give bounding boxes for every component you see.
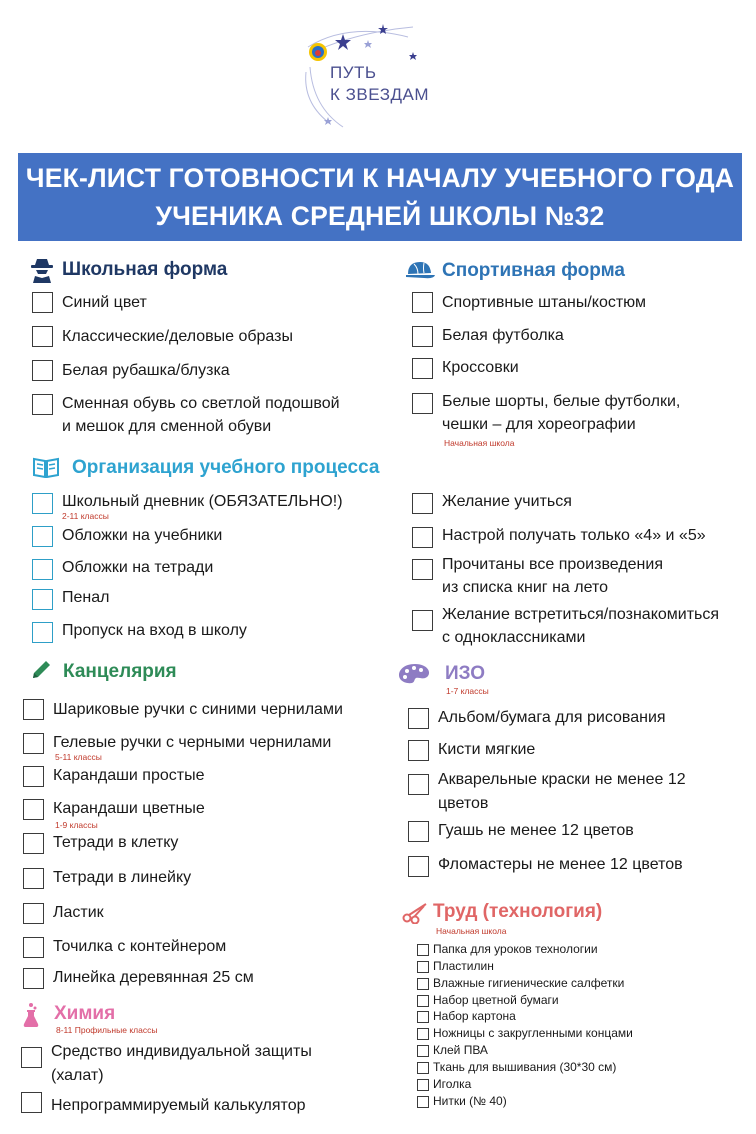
item-sport-pants: Спортивные штаны/костюм: [442, 294, 646, 311]
note-trud: Начальная школа: [436, 926, 507, 936]
cap-icon: [404, 260, 436, 280]
checkbox-izo-brushes[interactable]: [408, 740, 429, 761]
checkbox-trud-scissors[interactable]: [417, 1028, 429, 1040]
detective-icon: [30, 257, 54, 283]
book-icon: [32, 456, 60, 478]
checkbox-org-mindset[interactable]: [412, 527, 433, 548]
checkbox-trud-wipes[interactable]: [417, 978, 429, 990]
checkbox-sport-tshirt[interactable]: [412, 326, 433, 347]
checkbox-org-pass[interactable]: [32, 622, 53, 643]
item-stat-gel: Гелевые ручки с черными чернилами: [53, 734, 332, 751]
item-trud-scissors: Ножницы с закругленными концами: [433, 1026, 633, 1040]
checkbox-trud-cardboard[interactable]: [417, 1011, 429, 1023]
page-title-line-2: УЧЕНИКА СРЕДНЕЙ ШКОЛЫ №32: [155, 201, 605, 231]
checkbox-stat-color-pencils[interactable]: [23, 799, 44, 820]
checkbox-sport-shorts[interactable]: [412, 393, 433, 414]
item-org-textbook-covers: Обложки на учебники: [62, 527, 223, 544]
checkbox-uniform-classic[interactable]: [32, 326, 53, 347]
section-title-org: Организация учебного процесса: [72, 457, 380, 478]
item-chem-ppe-line2: (халат): [51, 1067, 104, 1084]
section-title-chem: Химия: [54, 1003, 116, 1024]
logo-line-2: К ЗВЕЗДАМ: [330, 85, 429, 104]
checkbox-chem-ppe[interactable]: [21, 1047, 42, 1068]
item-stat-eraser: Ластик: [53, 904, 104, 921]
checkbox-trud-plasticine[interactable]: [417, 961, 429, 973]
note-stat-color-pencils: 1-9 классы: [55, 820, 98, 830]
item-stat-ruler: Линейка деревянная 25 см: [53, 969, 254, 986]
item-trud-wipes: Влажные гигиенические салфетки: [433, 976, 625, 990]
checkbox-stat-gel[interactable]: [23, 733, 44, 754]
item-org-mindset: Настрой получать только «4» и «5»: [442, 527, 706, 544]
item-trud-fabric: Ткань для вышивания (30*30 см): [433, 1060, 617, 1074]
checkbox-org-pencil-case[interactable]: [32, 589, 53, 610]
section-title-sport: Спортивная форма: [442, 260, 625, 281]
checkbox-stat-ballpoint[interactable]: [23, 699, 44, 720]
checkbox-stat-eraser[interactable]: [23, 903, 44, 924]
note-org-diary: 2-11 классы: [62, 511, 109, 521]
item-org-notebook-covers: Обложки на тетради: [62, 559, 214, 576]
checkbox-stat-pencils[interactable]: [23, 766, 44, 787]
item-org-classmates: Желание встретиться/познакомиться: [442, 606, 720, 623]
checkbox-org-desire[interactable]: [412, 493, 433, 514]
checkbox-trud-thread[interactable]: [417, 1096, 429, 1108]
item-uniform-shoes: Сменная обувь со светлой подошвой: [62, 395, 340, 412]
checkbox-sport-pants[interactable]: [412, 292, 433, 313]
checkbox-org-reading[interactable]: [412, 559, 433, 580]
checkbox-uniform-blue[interactable]: [32, 292, 53, 313]
note-sport: Начальная школа: [444, 438, 515, 448]
section-title-trud: Труд (технология): [433, 901, 603, 922]
note-izo: 1-7 классы: [446, 686, 489, 696]
item-izo-brushes: Кисти мягкие: [438, 741, 536, 758]
page-title-line-1: ЧЕК-ЛИСТ ГОТОВНОСТИ К НАЧАЛУ УЧЕБНОГО ГОДА: [25, 163, 735, 193]
section-title-uniform: Школьная форма: [62, 259, 228, 280]
title-banner: [18, 153, 742, 241]
item-trud-color-paper: Набор цветной бумаги: [433, 993, 559, 1007]
item-uniform-shirt: Белая рубашка/блузка: [62, 362, 230, 379]
pencil-icon: [30, 659, 52, 681]
item-sport-sneakers: Кроссовки: [442, 359, 519, 376]
item-sport-shorts-line2: чешки – для хореографии: [442, 416, 636, 433]
item-org-desire: Желание учиться: [442, 493, 572, 510]
item-stat-sharpener: Точилка с контейнером: [53, 938, 227, 955]
item-org-pass: Пропуск на вход в школу: [62, 622, 247, 639]
checkbox-sport-sneakers[interactable]: [412, 358, 433, 379]
item-stat-grid-notebooks: Тетради в клетку: [53, 834, 179, 851]
item-izo-markers: Фломастеры не менее 12 цветов: [438, 856, 683, 873]
checkbox-org-diary[interactable]: [32, 493, 53, 514]
section-title-stationery: Канцелярия: [63, 661, 177, 682]
checkbox-org-classmates[interactable]: [412, 610, 433, 631]
checkbox-trud-needle[interactable]: [417, 1079, 429, 1091]
checkbox-stat-lined-notebooks[interactable]: [23, 868, 44, 889]
section-title-izo: ИЗО: [445, 663, 486, 684]
item-org-reading-line2: из списка книг на лето: [442, 579, 608, 596]
item-trud-glue: Клей ПВА: [433, 1043, 488, 1057]
checkbox-uniform-shoes[interactable]: [32, 394, 53, 415]
item-izo-watercolor-line2: цветов: [438, 795, 489, 812]
item-stat-pencils: Карандаши простые: [53, 767, 205, 784]
item-sport-shorts: Белые шорты, белые футболки,: [442, 393, 681, 410]
item-uniform-classic: Классические/деловые образы: [62, 328, 293, 345]
item-izo-gouache: Гуашь не менее 12 цветов: [438, 822, 634, 839]
scissors-icon: [402, 902, 428, 924]
note-chem: 8-11 Профильные классы: [56, 1025, 158, 1035]
checkbox-trud-color-paper[interactable]: [417, 995, 429, 1007]
checkbox-stat-sharpener[interactable]: [23, 937, 44, 958]
item-uniform-blue: Синий цвет: [62, 294, 147, 311]
checkbox-izo-album[interactable]: [408, 708, 429, 729]
item-trud-cardboard: Набор картона: [433, 1009, 516, 1023]
checkbox-trud-glue[interactable]: [417, 1045, 429, 1057]
item-org-diary: Школьный дневник (ОБЯЗАТЕЛЬНО!): [62, 493, 343, 510]
checkbox-trud-fabric[interactable]: [417, 1062, 429, 1074]
checkbox-stat-grid-notebooks[interactable]: [23, 833, 44, 854]
item-sport-tshirt: Белая футболка: [442, 327, 564, 344]
checkbox-uniform-shirt[interactable]: [32, 360, 53, 381]
item-stat-color-pencils: Карандаши цветные: [53, 800, 205, 817]
checkbox-org-notebook-covers[interactable]: [32, 559, 53, 580]
item-trud-plasticine: Пластилин: [433, 959, 494, 973]
item-trud-needle: Иголка: [433, 1077, 472, 1091]
item-izo-watercolor: Акварельные краски не менее 12: [438, 771, 686, 788]
checkbox-org-textbook-covers[interactable]: [32, 526, 53, 547]
note-stat-gel: 5-11 классы: [55, 752, 102, 762]
item-trud-thread: Нитки (№ 40): [433, 1094, 507, 1108]
item-org-classmates-line2: с одноклассниками: [442, 629, 586, 646]
checkbox-stat-ruler[interactable]: [23, 968, 44, 989]
item-izo-album: Альбом/бумага для рисования: [438, 709, 666, 726]
checkbox-chem-calculator[interactable]: [21, 1092, 42, 1113]
logo-line-1: ПУТЬ: [330, 63, 377, 82]
checkbox-trud-folder[interactable]: [417, 944, 429, 956]
item-uniform-shoes-line2: и мешок для сменной обуви: [62, 418, 272, 435]
item-chem-calculator: Непрограммируемый калькулятор: [51, 1097, 306, 1114]
item-chem-ppe: Средство индивидуальной защиты: [51, 1043, 312, 1060]
checkbox-izo-watercolor[interactable]: [408, 774, 429, 795]
item-stat-ballpoint: Шариковые ручки с синими чернилами: [53, 701, 343, 718]
item-org-pencil-case: Пенал: [62, 589, 110, 606]
item-trud-folder: Папка для уроков технологии: [433, 942, 598, 956]
logo-text: [330, 62, 429, 106]
checkbox-izo-gouache[interactable]: [408, 821, 429, 842]
item-org-reading: Прочитаны все произведения: [442, 556, 663, 573]
flask-icon: [22, 1002, 40, 1028]
checkbox-izo-markers[interactable]: [408, 856, 429, 877]
palette-icon: [398, 662, 432, 686]
item-stat-lined-notebooks: Тетради в линейку: [53, 869, 192, 886]
